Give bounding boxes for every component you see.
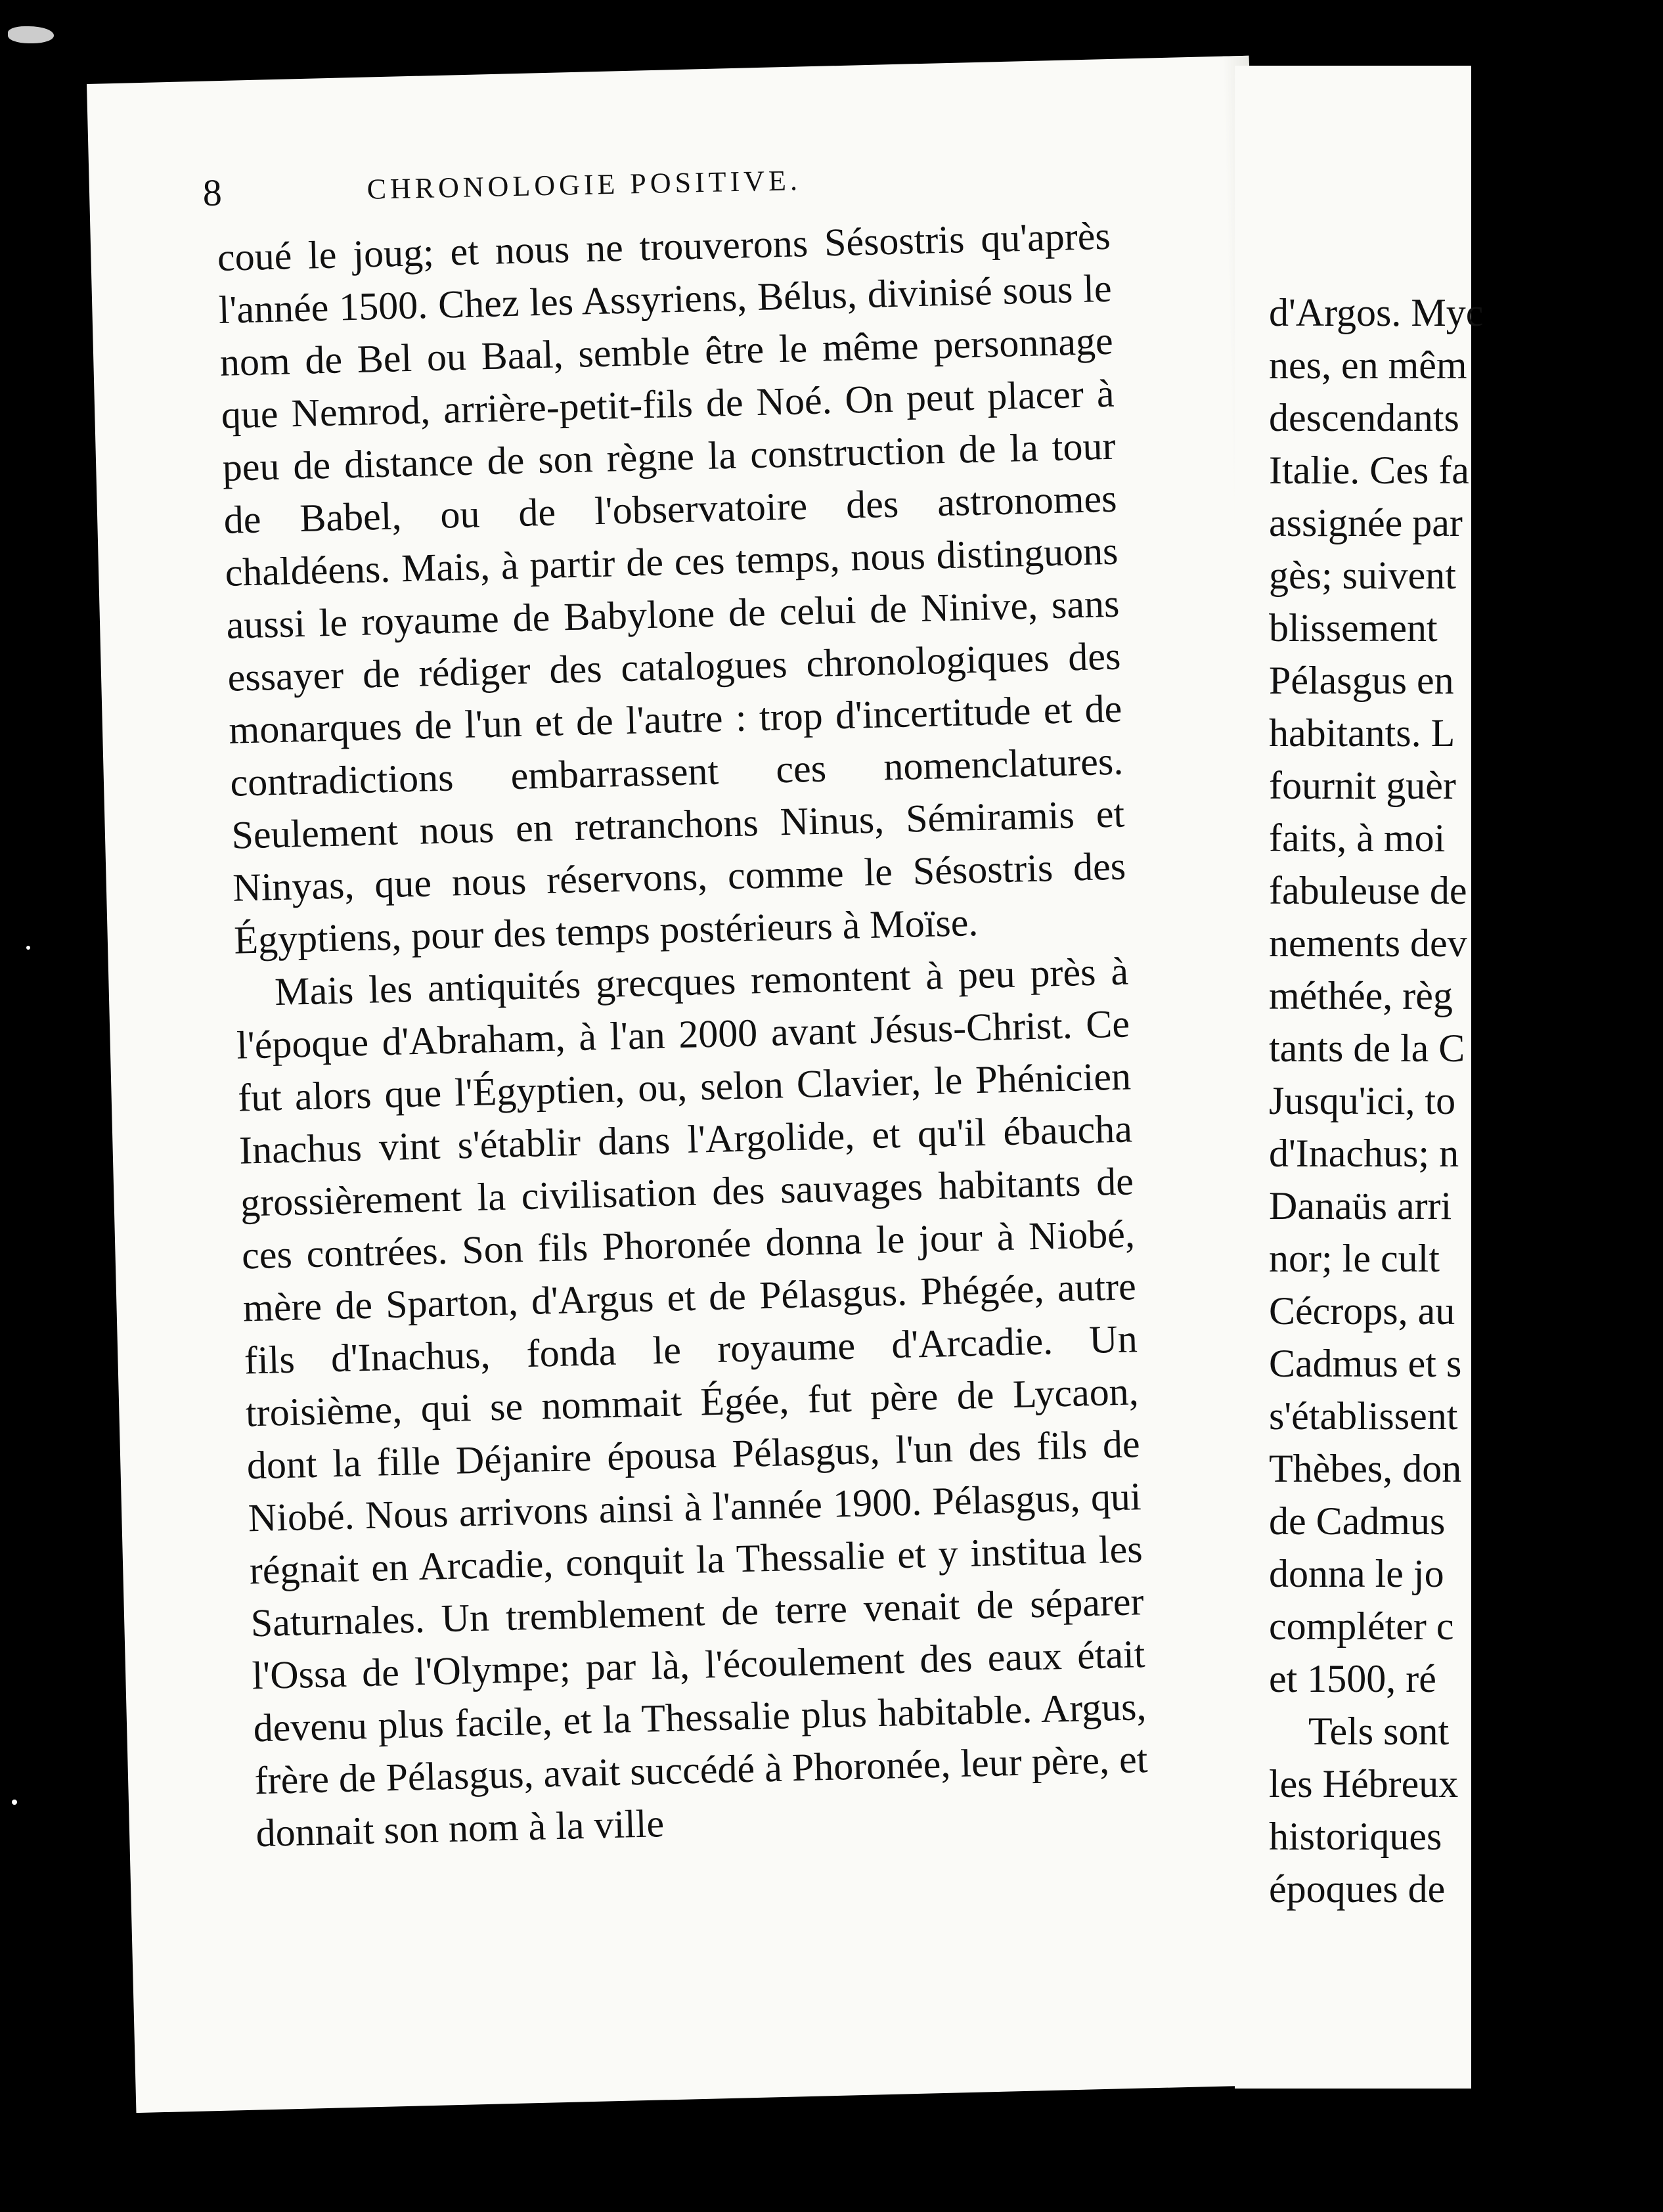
right-page-line: historiques [1269,1815,1442,1858]
right-page-line: gès; suivent [1269,554,1456,597]
right-page-line: habitants. L [1269,711,1455,755]
right-page-line: Pélasgus en [1269,659,1454,702]
right-page-line: fournit guèr [1269,764,1456,807]
right-page-line: nements dev [1269,921,1467,965]
right-page-line: Thèbes, don [1269,1447,1462,1490]
right-page-line: nes, en mêm [1269,343,1467,387]
right-page-line: s'établissent [1269,1394,1458,1438]
right-page-line: compléter c [1269,1604,1454,1648]
right-page-line: les Hébreux [1269,1762,1459,1805]
right-page-line: et 1500, ré [1269,1657,1436,1700]
paragraph: coué le joug; et nous ne trouverons Sésostris qu'après l'année 1500. Chez les Assyriens, Bélus, divinisé sous le nom de Bel ou Baal, semble être le même personnage que Nemrod, arrière-petit-fils de Noé. On peut placer à peu de distance de son règne la construction de la tour de Babel, ou de l'observatoire des astronomes chaldéens. Mais, à partir de ces temps, nous distinguons aussi le royaume de Babylone de celui de Ninive, sans essayer de rédiger des catalogues chronologiques des monarques de l'un et de l'autre : trop d'incertitude et de contradictions embarrassent ces nomenclatures. Seulement nous en retranchons Ninus, Sémiramis et Ninyas, que nous réservons, comme le Sésostris des Égyptiens, pour des temps postérieurs à Moïse. [217,213,1126,962]
right-page-line: fabuleuse de [1269,869,1467,912]
scan-speck [12,1800,17,1805]
right-page [1235,66,1484,2089]
right-page-line: Jusqu'ici, to [1269,1079,1456,1122]
right-page-line: blissement [1269,606,1438,650]
right-page-line: descendants [1269,396,1459,439]
right-page-line: de Cadmus [1269,1499,1446,1543]
right-page-line: méthée, règ [1269,974,1453,1017]
right-page-line: tants de la C [1269,1027,1465,1070]
running-head-title: CHRONOLOGIE POSITIVE. [366,164,802,206]
right-page-line: d'Inachus; n [1269,1132,1459,1175]
right-page-line: nor; le cult [1269,1237,1440,1280]
paragraph: Mais les antiquités grecques remontent à peu près à l'époque d'Abraham, à l'an 2000 avant Jésus-Christ. Ce fut alors que l'Égyptien, ou, selon Clavier, le Phénicien Inachus vint s'établir dans l'Argolide, et qu'il ébaucha grossièrement la civilisation des sauvages habitants de ces contrées. Son fils Phoronée donna le jour à Niobé, mère de Sparton, d'Argus et de Pélasgus. Phégée, autre fils d'Inachus, fonda le royaume d'Arcadie. Un troisième, qui se nommait Égée, fut père de Lycaon, dont la fille Déjanire épousa Pélasgus, l'un des fils de Niobé. Nous arrivons ainsi à l'année 1900. Pélasgus, qui régnait en Arcadie, conquit la Thessalie et y institua les Saturnales. Un tremblement de terre venait de séparer l'Ossa de l'Olympe; par là, l'écoulement des eaux était devenu plus facile, et la Thessalie plus habitable. Argus, frère de Pélasgus, avait succédé à Phoronée, leur père, et donnait son nom à la ville [236,949,1149,1855]
scan-speck [26,946,30,950]
page-number: 8 [202,171,227,214]
right-page-line: époques de [1269,1867,1446,1911]
right-page-line: Tels sont [1308,1710,1450,1753]
right-page-line: assignée par [1269,501,1463,544]
right-page-line: faits, à moi [1269,816,1446,860]
right-page-line: donna le jo [1269,1552,1444,1595]
right-page-line: Cécrops, au [1269,1289,1455,1333]
right-page-line: d'Argos. Myc [1269,291,1484,334]
right-page-line: Cadmus et s [1269,1342,1462,1385]
right-page-text [1269,286,1663,1915]
right-page-line: Italie. Ces fa [1269,449,1469,492]
left-page-body [217,210,1149,1859]
right-page-line: Danaüs arri [1269,1184,1452,1228]
scan-speck [8,26,54,43]
